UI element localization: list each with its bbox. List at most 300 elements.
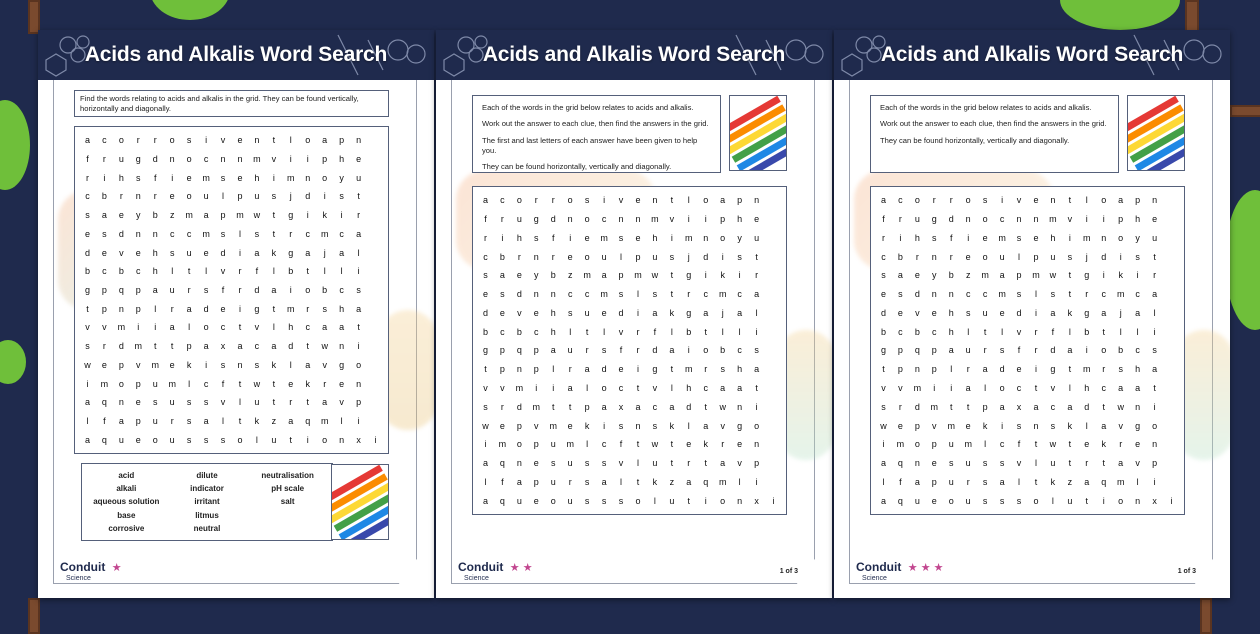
grid-letter: c [1135, 289, 1140, 300]
grid-letter: r [306, 303, 310, 314]
grid-letter: p [516, 420, 522, 431]
crayons-icon [332, 465, 389, 540]
word-item: salt [280, 497, 295, 507]
grid-letter: q [1101, 476, 1107, 487]
grid-letter: n [652, 195, 658, 206]
grid-letter [1163, 191, 1180, 210]
grid-letter: k [271, 359, 277, 370]
grid-letter: m [1116, 289, 1125, 300]
grid-letter: q [914, 345, 920, 356]
grid-letter: c [1135, 345, 1140, 356]
grid-letter: b [322, 284, 328, 295]
word-item: irritant [194, 497, 220, 507]
grid-letter: t [272, 303, 276, 314]
grid-letter: j [721, 307, 724, 318]
grid-letter: l [222, 191, 225, 202]
grid-letter: u [567, 345, 573, 356]
grid-letter: e [965, 251, 971, 262]
grid-letter: l [340, 266, 343, 277]
grid-letter: n [339, 434, 345, 445]
grid-letter [1163, 229, 1180, 248]
grid-letter: v [483, 383, 488, 394]
grid-letter: y [339, 172, 344, 183]
grid-letter: p [186, 341, 192, 352]
grid-letter: j [1119, 307, 1122, 318]
brand-logo [60, 558, 122, 582]
grid-letter: i [1001, 420, 1004, 431]
grid-letter: n [1033, 420, 1039, 431]
grid-letter: t [882, 364, 885, 375]
grid-letter: p [931, 439, 937, 450]
grid-letter: a [669, 345, 675, 356]
grid-letter: e [965, 420, 971, 431]
grid-letter: c [203, 378, 209, 389]
grid-letter: t [670, 458, 674, 469]
grid-letter [367, 187, 384, 206]
grid-letter: o [754, 420, 760, 431]
grid-letter: k [186, 359, 192, 370]
grid-letter: i [1001, 195, 1004, 206]
grid-letter: p [339, 135, 345, 146]
grid-letter: m [1083, 364, 1091, 375]
grid-letter: t [272, 378, 276, 389]
grid-letter: e [533, 495, 539, 506]
grid-letter: a [499, 270, 505, 281]
grid-letter: t [636, 439, 640, 450]
grid-letter: i [154, 322, 157, 333]
grid-letter: m [913, 383, 922, 394]
grid-letter: q [499, 458, 505, 469]
grid-letter: u [356, 172, 362, 183]
grid-letter: s [136, 172, 141, 183]
grid-letter: u [567, 495, 573, 506]
crayons-image [729, 95, 787, 171]
word-item: acid [118, 471, 135, 480]
grid-letter: s [584, 476, 590, 487]
grid-letter [1163, 322, 1180, 341]
grid-letter: a [84, 434, 90, 445]
grid-letter: r [153, 191, 157, 202]
grid-letter: t [966, 401, 970, 412]
grid-letter: o [516, 439, 522, 450]
grid-letter: t [484, 364, 487, 375]
grid-letter: h [516, 232, 522, 243]
grid-letter: r [881, 232, 885, 243]
grid-letter: a [1152, 364, 1158, 375]
grid-letter: r [153, 135, 157, 146]
grid-letter: v [618, 195, 624, 206]
grid-letter: t [670, 439, 674, 450]
grid-letter: c [652, 401, 658, 412]
grid-letter: a [601, 401, 607, 412]
grid-letter: k [703, 439, 708, 450]
grid-letter: e [533, 307, 539, 318]
grid-letter [367, 168, 384, 187]
grid-letter: v [220, 135, 226, 146]
grid-letter: m [100, 378, 109, 389]
crayons-icon [1128, 96, 1185, 171]
grid-letter: v [1016, 458, 1022, 469]
instruction-line: They can be found horizontally, vertically and diagonally. [880, 135, 1070, 145]
grid-letter: b [550, 270, 556, 281]
grid-letter: h [1135, 364, 1141, 375]
grid-letter: o [305, 284, 311, 295]
grid-letter: c [965, 289, 971, 300]
grid-letter: c [999, 439, 1005, 450]
grid-letter: r [1085, 458, 1089, 469]
grid-letter [367, 281, 384, 300]
grid-letter: z [1067, 476, 1073, 487]
grid-letter: l [238, 228, 241, 239]
grid-letter: i [1153, 401, 1156, 412]
grid-letter: m [1083, 232, 1091, 243]
grid-letter: n [914, 458, 920, 469]
grid-letter: d [288, 341, 294, 352]
grid-letter: a [1152, 289, 1158, 300]
grid-letter: t [755, 383, 758, 394]
grid-letter: e [567, 420, 573, 431]
grid-letter: n [1033, 214, 1039, 225]
grid-letter: m [253, 154, 261, 165]
grid-letter: t [272, 210, 276, 221]
grid-letter: c [102, 266, 107, 277]
grid-letter: a [271, 341, 277, 352]
grid-letter: t [704, 326, 707, 337]
grid-letter: e [982, 232, 988, 243]
grid-letter: g [84, 284, 90, 295]
grid-letter: e [186, 172, 192, 183]
grid-letter: r [102, 341, 106, 352]
grid-letter: e [635, 195, 641, 206]
grid-letter: l [670, 326, 673, 337]
grid-letter: h [652, 232, 658, 243]
grid-letter: i [289, 284, 292, 295]
grid-letter: l [738, 326, 741, 337]
grid-letter: f [899, 476, 902, 487]
grid-letter: b [516, 326, 522, 337]
grid-letter: v [102, 322, 107, 333]
grid-letter: r [119, 191, 123, 202]
word-item: neutral [193, 523, 221, 533]
grid-letter: i [340, 210, 343, 221]
grid-letter: d [84, 247, 90, 258]
grid-letter: a [1084, 476, 1090, 487]
grid-letter: l [1018, 251, 1021, 262]
grid-letter: i [636, 307, 639, 318]
grid-letter: c [85, 191, 90, 202]
grid-letter: c [737, 289, 742, 300]
grid-letter: e [1033, 232, 1039, 243]
grid-letter: v [915, 307, 920, 318]
grid-letter: a [584, 364, 590, 375]
grid-letter: n [220, 154, 226, 165]
grid-letter: q [703, 476, 709, 487]
grid-letter: n [737, 495, 743, 506]
grid-letter: a [1118, 458, 1124, 469]
grid-letter: e [169, 191, 175, 202]
star-rating-icon: ★ [111, 562, 122, 574]
grid-letter [765, 435, 782, 454]
grid-letter: t [238, 415, 242, 426]
grid-letter: l [1136, 326, 1139, 337]
grid-letter: m [600, 232, 608, 243]
grid-letter: w [651, 439, 659, 450]
grid-letter: s [965, 307, 971, 318]
grid-letter: r [170, 415, 174, 426]
grid-letter: e [635, 232, 641, 243]
grid-letter: m [998, 232, 1006, 243]
grid-letter: h [1135, 214, 1141, 225]
grid-letter: a [1135, 307, 1141, 318]
brand-logo [856, 558, 943, 582]
grid-letter: t [306, 397, 309, 408]
grid-letter: t [636, 476, 640, 487]
grid-letter: n [169, 154, 175, 165]
grid-letter: t [670, 364, 674, 375]
grid-letter: s [999, 458, 1005, 469]
grid-letter: w [1049, 270, 1057, 281]
grid-letter: a [322, 322, 328, 333]
grid-letter: s [483, 401, 488, 412]
grid-letter [367, 131, 384, 150]
grid-letter: t [1068, 439, 1072, 450]
grid-letter: l [289, 135, 292, 146]
grid-letter: p [584, 401, 590, 412]
grid-letter: u [948, 476, 954, 487]
grid-letter: a [965, 383, 971, 394]
grid-letter: e [118, 210, 124, 221]
grid-letter: i [704, 214, 707, 225]
grid-letter: v [652, 383, 658, 394]
grid-letter: r [1034, 326, 1038, 337]
grid-letter: p [897, 364, 903, 375]
grid-letter: n [948, 289, 954, 300]
wood-bar-left-bottom [28, 598, 40, 634]
grid-letter: i [484, 439, 487, 450]
grid-letter: p [931, 476, 937, 487]
grid-letter: w [651, 270, 659, 281]
grid-letter: l [238, 397, 241, 408]
grid-letter: n [965, 214, 971, 225]
grid-letter: i [1119, 251, 1122, 262]
grid-letter: m [117, 322, 126, 333]
grid-letter: a [203, 415, 209, 426]
grid-letter: v [85, 322, 90, 333]
grid-letter: d [1016, 307, 1022, 318]
grid-letter [367, 318, 384, 337]
grid-letter: o [635, 495, 641, 506]
grid-letter: b [152, 210, 158, 221]
grid-letter: i [704, 495, 707, 506]
grid-letter: z [567, 270, 573, 281]
grid-letter: n [118, 303, 124, 314]
grid-letter: u [965, 495, 971, 506]
grid-letter: c [305, 228, 310, 239]
grid-letter: w [253, 210, 261, 221]
grid-letter: r [357, 210, 361, 221]
grid-letter: n [254, 135, 260, 146]
grid-letter: c [500, 326, 505, 337]
grid-letter: l [1068, 383, 1071, 394]
grid-letter: f [221, 378, 225, 389]
grid-letter: a [169, 322, 175, 333]
grid-letter: r [966, 476, 970, 487]
grid-letter: x [356, 434, 361, 445]
grid-letter: a [720, 383, 726, 394]
grid-letter: l [670, 383, 673, 394]
grid-letter: m [202, 172, 210, 183]
grid-letter: p [635, 251, 641, 262]
grid-letter: f [1017, 345, 1021, 356]
grid-letter: m [998, 289, 1006, 300]
grid-letter: b [101, 191, 107, 202]
grid-letter [1163, 472, 1180, 491]
grid-letter: s [550, 458, 556, 469]
grid-letter: t [568, 401, 572, 412]
grid-letter: t [670, 195, 674, 206]
grid-letter: v [220, 266, 226, 277]
grid-letter: s [982, 195, 988, 206]
grid-letter: d [999, 364, 1005, 375]
grid-letter: r [500, 401, 504, 412]
grid-letter: s [1016, 495, 1022, 506]
grid-letter: m [930, 401, 939, 412]
grid-letter: b [686, 326, 692, 337]
grid-letter: k [1118, 270, 1123, 281]
grid-letter: a [203, 210, 209, 221]
grid-letter: p [1016, 270, 1022, 281]
grid-letter: g [737, 420, 743, 431]
grid-letter: r [1085, 289, 1089, 300]
grid-letter: e [84, 228, 90, 239]
grid-letter: m [134, 341, 143, 352]
grid-letter: p [720, 214, 726, 225]
grid-letter: v [618, 326, 624, 337]
grid-letter: i [755, 401, 758, 412]
grid-letter: c [999, 214, 1005, 225]
grid-letter: i [103, 172, 106, 183]
grid-letter: t [187, 266, 191, 277]
grid-letter: s [584, 495, 590, 506]
grid-letter: t [1068, 364, 1072, 375]
grid-letter: t [357, 322, 360, 333]
grid-letter: m [718, 476, 727, 487]
grid-letter: s [102, 228, 107, 239]
grid-letter: n [931, 289, 937, 300]
grid-letter: p [914, 420, 920, 431]
grid-letter: v [1067, 214, 1073, 225]
grid-letter: l [603, 326, 606, 337]
grid-letter: l [484, 476, 487, 487]
grid-letter: h [686, 383, 692, 394]
grid-letter: j [323, 247, 326, 258]
grid-letter: u [186, 247, 192, 258]
grid-letter: r [289, 397, 293, 408]
grid-letter: o [1118, 495, 1124, 506]
grid-letter: u [169, 397, 175, 408]
grid-letter: i [357, 415, 360, 426]
grid-letter: p [533, 476, 539, 487]
grid-letter: i [1085, 345, 1088, 356]
instructions-box [74, 90, 389, 117]
grid-letter: m [515, 383, 524, 394]
grid-letter: m [287, 303, 295, 314]
grid-letter: i [1153, 476, 1156, 487]
grid-letter: a [897, 270, 903, 281]
page-title: Acids and Alkalis Word Search [84, 43, 388, 66]
grid-letter: u [152, 415, 158, 426]
grid-letter: a [271, 284, 277, 295]
grid-letter: e [686, 439, 692, 450]
grid-letter: i [1153, 326, 1156, 337]
grid-letter: y [932, 270, 937, 281]
grid-letter: q [897, 495, 903, 506]
grid-letter: p [897, 345, 903, 356]
grid-letter: j [687, 251, 690, 262]
grid-letter: v [534, 420, 539, 431]
grid-letter: g [880, 345, 886, 356]
grid-letter: i [1085, 214, 1088, 225]
grid-letter: b [482, 326, 488, 337]
grid-letter: i [205, 359, 208, 370]
grid-letter: n [1135, 401, 1141, 412]
grid-letter: e [356, 154, 362, 165]
grid-letter: t [1068, 270, 1072, 281]
grid-letter: p [322, 154, 328, 165]
grid-letter: o [1033, 495, 1039, 506]
grid-letter: l [1018, 476, 1021, 487]
grid-letter: s [618, 495, 624, 506]
grid-letter: n [1135, 495, 1141, 506]
grid-letter: s [1152, 345, 1157, 356]
grid-letter: o [720, 495, 726, 506]
grid-letter: b [118, 266, 124, 277]
grid-letter: d [618, 307, 624, 318]
grid-letter: f [501, 476, 504, 487]
grid-letter: p [135, 415, 141, 426]
grid-letter: t [1102, 458, 1105, 469]
grid-letter: a [152, 284, 158, 295]
grid-letter: m [1116, 476, 1125, 487]
grid-letter: l [323, 266, 326, 277]
word-list [81, 463, 333, 541]
grid-letter: l [255, 434, 258, 445]
grid-letter: h [737, 364, 743, 375]
grid-letter: t [1068, 195, 1072, 206]
grid-letter: v [220, 397, 226, 408]
grid-letter: j [289, 191, 292, 202]
grid-letter: g [931, 214, 937, 225]
grid-letter [367, 299, 384, 318]
grid-letter [367, 337, 384, 356]
logo-subtitle: Science [862, 575, 887, 582]
grid-letter: l [967, 326, 970, 337]
grid-letter: p [618, 270, 624, 281]
grid-letter: c [703, 289, 708, 300]
grid-letter: v [1016, 195, 1022, 206]
grid-letter: d [880, 307, 886, 318]
grid-letter: p [533, 345, 539, 356]
grid-letter: p [1152, 458, 1158, 469]
grid-letter: i [1068, 232, 1071, 243]
grid-letter: l [636, 289, 639, 300]
grid-letter: t [1102, 401, 1105, 412]
grid-letter: u [254, 191, 260, 202]
grid-letter: r [289, 228, 293, 239]
green-blob-right [1225, 190, 1260, 330]
grid-letter: c [483, 251, 488, 262]
grid-letter: b [1084, 326, 1090, 337]
